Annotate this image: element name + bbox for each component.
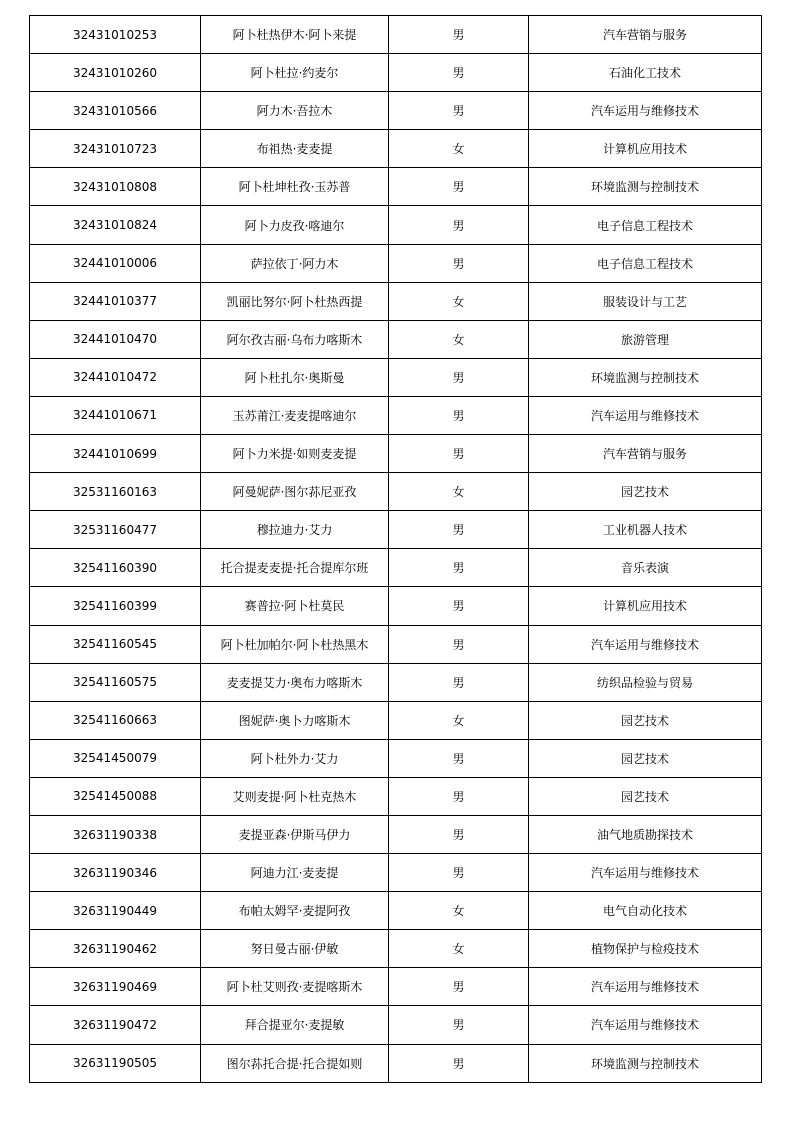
table-row: [30, 549, 762, 587]
student-name-cell: 阿卜杜坤杜孜·玉苏普: [201, 168, 389, 206]
student-name-cell: 托合提麦麦提·托合提库尔班: [201, 549, 389, 587]
table-row: [30, 92, 762, 130]
gender-cell: 男: [389, 92, 529, 130]
major-cell: 园艺技术: [529, 739, 762, 777]
table-row: [30, 815, 762, 853]
student-name-cell: 赛普拉·阿卜杜莫民: [201, 587, 389, 625]
major-cell: 汽车运用与维修技术: [529, 625, 762, 663]
gender-cell: 男: [389, 54, 529, 92]
student-table-body: [30, 16, 762, 1083]
student-name-cell: 阿迪力江·麦麦提: [201, 854, 389, 892]
major-cell: 汽车运用与维修技术: [529, 968, 762, 1006]
student-id-cell: 32631190346: [30, 854, 201, 892]
gender-cell: 男: [389, 435, 529, 473]
gender-cell: 男: [389, 777, 529, 815]
student-name-cell: 阿卜力米提·如则麦麦提: [201, 435, 389, 473]
student-table: [29, 15, 762, 1083]
student-id-cell: 32631190469: [30, 968, 201, 1006]
gender-cell: 男: [389, 968, 529, 1006]
table-row: [30, 739, 762, 777]
student-name-cell: 穆拉迪力·艾力: [201, 511, 389, 549]
student-name-cell: 凯丽比努尔·阿卜杜热西提: [201, 282, 389, 320]
student-id-cell: 32541160390: [30, 549, 201, 587]
student-id-cell: 32631190462: [30, 930, 201, 968]
student-name-cell: 图尔荪托合提·托合提如则: [201, 1044, 389, 1082]
table-row: [30, 892, 762, 930]
table-row: [30, 320, 762, 358]
gender-cell: 男: [389, 206, 529, 244]
major-cell: 环境监测与控制技术: [529, 358, 762, 396]
student-id-cell: 32541160575: [30, 663, 201, 701]
gender-cell: 女: [389, 701, 529, 739]
table-row: [30, 930, 762, 968]
table-row: [30, 206, 762, 244]
major-cell: 油气地质勘探技术: [529, 815, 762, 853]
major-cell: 汽车营销与服务: [529, 16, 762, 54]
gender-cell: 男: [389, 739, 529, 777]
student-id-cell: 32631190449: [30, 892, 201, 930]
major-cell: 音乐表演: [529, 549, 762, 587]
student-name-cell: 阿卜杜扎尔·奥斯曼: [201, 358, 389, 396]
student-id-cell: 32541160663: [30, 701, 201, 739]
table-row: [30, 130, 762, 168]
table-row: [30, 968, 762, 1006]
student-id-cell: 32441010671: [30, 396, 201, 434]
table-row: [30, 16, 762, 54]
gender-cell: 男: [389, 396, 529, 434]
gender-cell: 男: [389, 854, 529, 892]
gender-cell: 男: [389, 16, 529, 54]
table-row: [30, 54, 762, 92]
major-cell: 计算机应用技术: [529, 587, 762, 625]
student-name-cell: 阿卜杜拉·约麦尔: [201, 54, 389, 92]
student-id-cell: 32431010566: [30, 92, 201, 130]
table-row: [30, 396, 762, 434]
gender-cell: 男: [389, 549, 529, 587]
major-cell: 汽车运用与维修技术: [529, 396, 762, 434]
gender-cell: 女: [389, 130, 529, 168]
gender-cell: 男: [389, 587, 529, 625]
student-id-cell: 32541450088: [30, 777, 201, 815]
student-name-cell: 艾则麦提·阿卜杜克热木: [201, 777, 389, 815]
student-name-cell: 萨拉依丁·阿力木: [201, 244, 389, 282]
major-cell: 纺织品检验与贸易: [529, 663, 762, 701]
gender-cell: 女: [389, 473, 529, 511]
gender-cell: 男: [389, 244, 529, 282]
student-id-cell: 32441010470: [30, 320, 201, 358]
student-id-cell: 32431010723: [30, 130, 201, 168]
student-name-cell: 布祖热·麦麦提: [201, 130, 389, 168]
major-cell: 环境监测与控制技术: [529, 168, 762, 206]
gender-cell: 女: [389, 282, 529, 320]
gender-cell: 男: [389, 511, 529, 549]
student-name-cell: 阿卜杜外力·艾力: [201, 739, 389, 777]
major-cell: 计算机应用技术: [529, 130, 762, 168]
student-id-cell: 32531160477: [30, 511, 201, 549]
student-name-cell: 拜合提亚尔·麦提敏: [201, 1006, 389, 1044]
major-cell: 旅游管理: [529, 320, 762, 358]
student-name-cell: 阿尔孜古丽·乌布力喀斯木: [201, 320, 389, 358]
gender-cell: 男: [389, 625, 529, 663]
table-row: [30, 435, 762, 473]
major-cell: 电气自动化技术: [529, 892, 762, 930]
student-name-cell: 麦提亚森·伊斯马伊力: [201, 815, 389, 853]
gender-cell: 女: [389, 320, 529, 358]
student-name-cell: 图妮萨·奥卜力喀斯木: [201, 701, 389, 739]
major-cell: 汽车营销与服务: [529, 435, 762, 473]
table-row: [30, 1006, 762, 1044]
gender-cell: 男: [389, 358, 529, 396]
student-id-cell: 32431010824: [30, 206, 201, 244]
major-cell: 工业机器人技术: [529, 511, 762, 549]
gender-cell: 女: [389, 930, 529, 968]
table-row: [30, 663, 762, 701]
table-row: [30, 358, 762, 396]
major-cell: 环境监测与控制技术: [529, 1044, 762, 1082]
major-cell: 园艺技术: [529, 701, 762, 739]
student-id-cell: 32441010472: [30, 358, 201, 396]
table-row: [30, 473, 762, 511]
gender-cell: 男: [389, 168, 529, 206]
student-name-cell: 麦麦提艾力·奥布力喀斯木: [201, 663, 389, 701]
table-row: [30, 587, 762, 625]
student-name-cell: 阿力木·吾拉木: [201, 92, 389, 130]
student-id-cell: 32631190338: [30, 815, 201, 853]
table-row: [30, 854, 762, 892]
gender-cell: 男: [389, 1006, 529, 1044]
major-cell: 石油化工技术: [529, 54, 762, 92]
table-row: [30, 511, 762, 549]
major-cell: 汽车运用与维修技术: [529, 1006, 762, 1044]
student-id-cell: 32431010253: [30, 16, 201, 54]
table-row: [30, 777, 762, 815]
student-name-cell: 阿曼妮萨·图尔荪尼亚孜: [201, 473, 389, 511]
student-name-cell: 努日曼古丽·伊敏: [201, 930, 389, 968]
student-id-cell: 32431010260: [30, 54, 201, 92]
gender-cell: 男: [389, 815, 529, 853]
student-id-cell: 32441010377: [30, 282, 201, 320]
gender-cell: 男: [389, 1044, 529, 1082]
major-cell: 植物保护与检疫技术: [529, 930, 762, 968]
student-id-cell: 32541450079: [30, 739, 201, 777]
table-row: [30, 625, 762, 663]
student-name-cell: 阿卜杜加帕尔·阿卜杜热黑木: [201, 625, 389, 663]
student-name-cell: 布帕太姆罕·麦提阿孜: [201, 892, 389, 930]
gender-cell: 女: [389, 892, 529, 930]
major-cell: 园艺技术: [529, 777, 762, 815]
student-name-cell: 阿卜杜艾则孜·麦提喀斯木: [201, 968, 389, 1006]
major-cell: 汽车运用与维修技术: [529, 92, 762, 130]
table-row: [30, 1044, 762, 1082]
major-cell: 汽车运用与维修技术: [529, 854, 762, 892]
major-cell: 电子信息工程技术: [529, 244, 762, 282]
student-id-cell: 32541160545: [30, 625, 201, 663]
student-name-cell: 阿卜力皮孜·喀迪尔: [201, 206, 389, 244]
major-cell: 服装设计与工艺: [529, 282, 762, 320]
student-id-cell: 32541160399: [30, 587, 201, 625]
gender-cell: 男: [389, 663, 529, 701]
student-id-cell: 32441010006: [30, 244, 201, 282]
major-cell: 电子信息工程技术: [529, 206, 762, 244]
table-row: [30, 701, 762, 739]
student-id-cell: 32441010699: [30, 435, 201, 473]
student-name-cell: 阿卜杜热伊木·阿卜来提: [201, 16, 389, 54]
student-id-cell: 32531160163: [30, 473, 201, 511]
student-name-cell: 玉苏莆江·麦麦提喀迪尔: [201, 396, 389, 434]
student-id-cell: 32631190472: [30, 1006, 201, 1044]
table-row: [30, 282, 762, 320]
student-id-cell: 32631190505: [30, 1044, 201, 1082]
major-cell: 园艺技术: [529, 473, 762, 511]
student-id-cell: 32431010808: [30, 168, 201, 206]
table-row: [30, 244, 762, 282]
table-row: [30, 168, 762, 206]
